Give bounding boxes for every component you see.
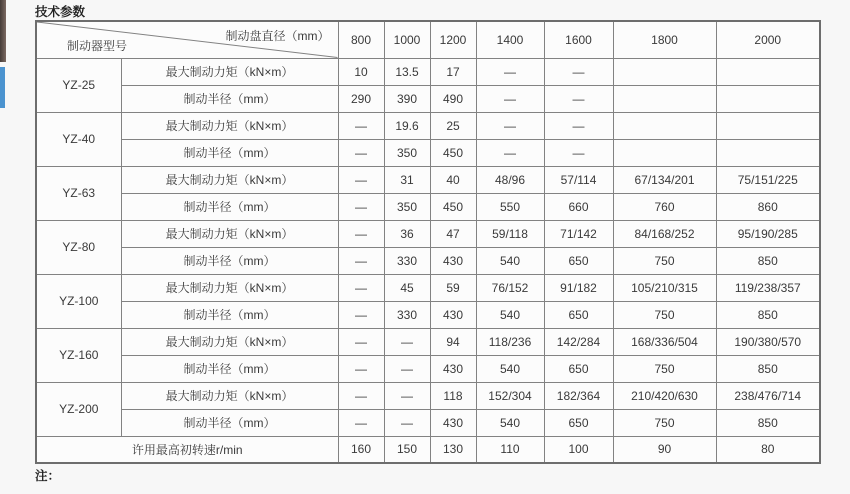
diameter-header-cell: 1200 (430, 21, 476, 58)
torque-value-cell: 76/152 (476, 274, 544, 301)
torque-value-cell: 238/476/714 (716, 382, 820, 409)
radius-label-cell: 制动半径（mm） (121, 193, 338, 220)
radius-value-cell: 390 (384, 85, 430, 112)
torque-value-cell: 190/380/570 (716, 328, 820, 355)
torque-value-cell: 75/151/225 (716, 166, 820, 193)
radius-value-cell: 430 (430, 409, 476, 436)
speed-value-cell: 90 (613, 436, 716, 463)
radius-value-cell: 540 (476, 247, 544, 274)
torque-value-cell: — (338, 220, 384, 247)
radius-value-cell: 430 (430, 247, 476, 274)
torque-value-cell: — (384, 328, 430, 355)
radius-label-cell: 制动半径（mm） (121, 247, 338, 274)
torque-value-cell: 71/142 (544, 220, 613, 247)
radius-value-cell: 540 (476, 301, 544, 328)
torque-value-cell: 36 (384, 220, 430, 247)
torque-value-cell: 45 (384, 274, 430, 301)
torque-label-cell: 最大制动力矩（kN×m） (121, 112, 338, 139)
radius-value-cell: 430 (430, 301, 476, 328)
torque-value-cell: — (338, 328, 384, 355)
radius-value-cell (613, 139, 716, 166)
radius-value-cell: — (384, 355, 430, 382)
torque-value-cell: — (476, 58, 544, 85)
table-row (36, 247, 820, 274)
speed-value-cell: 110 (476, 436, 544, 463)
model-name-cell: YZ-80 (36, 220, 121, 274)
radius-value-cell: 540 (476, 409, 544, 436)
table-row (36, 220, 820, 247)
speed-value-cell: 100 (544, 436, 613, 463)
torque-value-cell: 95/190/285 (716, 220, 820, 247)
header-row (36, 21, 820, 58)
table-row (36, 328, 820, 355)
radius-value-cell: — (384, 409, 430, 436)
diameter-header-cell: 1800 (613, 21, 716, 58)
table-row (36, 409, 820, 436)
torque-value-cell: 67/134/201 (613, 166, 716, 193)
radius-value-cell: — (338, 301, 384, 328)
radius-value-cell: 750 (613, 409, 716, 436)
torque-value-cell: 25 (430, 112, 476, 139)
torque-value-cell: 48/96 (476, 166, 544, 193)
torque-value-cell: — (338, 166, 384, 193)
model-name-cell: YZ-160 (36, 328, 121, 382)
radius-value-cell: 550 (476, 193, 544, 220)
torque-value-cell: 142/284 (544, 328, 613, 355)
radius-label-cell: 制动半径（mm） (121, 355, 338, 382)
model-name-cell: YZ-100 (36, 274, 121, 328)
torque-value-cell: 59/118 (476, 220, 544, 247)
table-row (36, 85, 820, 112)
table-row (36, 166, 820, 193)
radius-value-cell: 850 (716, 409, 820, 436)
table-row (36, 139, 820, 166)
radius-label-cell: 制动半径（mm） (121, 139, 338, 166)
table-row (36, 382, 820, 409)
torque-value-cell: 94 (430, 328, 476, 355)
torque-value-cell: 91/182 (544, 274, 613, 301)
radius-value-cell: 750 (613, 247, 716, 274)
speed-value-cell: 160 (338, 436, 384, 463)
radius-value-cell: — (338, 193, 384, 220)
radius-value-cell: 750 (613, 301, 716, 328)
table-row (36, 355, 820, 382)
diameter-header-cell: 1600 (544, 21, 613, 58)
radius-value-cell: 850 (716, 301, 820, 328)
radius-value-cell: 430 (430, 355, 476, 382)
torque-label-cell: 最大制动力矩（kN×m） (121, 166, 338, 193)
torque-value-cell: — (338, 382, 384, 409)
torque-value-cell: 168/336/504 (613, 328, 716, 355)
torque-value-cell: 10 (338, 58, 384, 85)
torque-value-cell: — (384, 382, 430, 409)
diameter-header-cell: 1000 (384, 21, 430, 58)
speed-value-cell: 130 (430, 436, 476, 463)
table-row (36, 58, 820, 85)
radius-value-cell: — (476, 139, 544, 166)
torque-value-cell (716, 112, 820, 139)
radius-label-cell: 制动半径（mm） (121, 301, 338, 328)
torque-value-cell: 17 (430, 58, 476, 85)
radius-value-cell: — (338, 247, 384, 274)
torque-value-cell (613, 112, 716, 139)
torque-value-cell: 118/236 (476, 328, 544, 355)
torque-value-cell: 31 (384, 166, 430, 193)
torque-value-cell: — (476, 112, 544, 139)
torque-value-cell: 13.5 (384, 58, 430, 85)
torque-value-cell: 118 (430, 382, 476, 409)
torque-value-cell: 40 (430, 166, 476, 193)
speed-value-cell: 150 (384, 436, 430, 463)
torque-label-cell: 最大制动力矩（kN×m） (121, 382, 338, 409)
radius-value-cell: 850 (716, 355, 820, 382)
torque-value-cell: 210/420/630 (613, 382, 716, 409)
torque-value-cell (613, 58, 716, 85)
torque-value-cell: 152/304 (476, 382, 544, 409)
torque-value-cell: 19.6 (384, 112, 430, 139)
diagonal-header-cell (36, 21, 338, 58)
radius-value-cell: — (544, 85, 613, 112)
diameter-header-cell: 2000 (716, 21, 820, 58)
model-name-cell: YZ-25 (36, 58, 121, 112)
radius-value-cell: 760 (613, 193, 716, 220)
model-name-cell: YZ-200 (36, 382, 121, 436)
torque-value-cell (716, 58, 820, 85)
radius-value-cell: — (476, 85, 544, 112)
torque-label-cell: 最大制动力矩（kN×m） (121, 58, 338, 85)
radius-value-cell (613, 85, 716, 112)
note-label: 注： (35, 469, 61, 483)
radius-value-cell: 450 (430, 139, 476, 166)
radius-value-cell: 490 (430, 85, 476, 112)
table-row (36, 301, 820, 328)
diameter-header-cell: 800 (338, 21, 384, 58)
radius-value-cell (716, 139, 820, 166)
radius-value-cell: — (338, 139, 384, 166)
page-title: 技术参数 (35, 5, 86, 19)
diagonal-header-diameter-label: 制动盘直径（mm） (225, 29, 330, 43)
radius-value-cell (716, 85, 820, 112)
torque-value-cell: — (544, 58, 613, 85)
radius-value-cell: 350 (384, 139, 430, 166)
radius-value-cell: — (544, 139, 613, 166)
torque-value-cell: 59 (430, 274, 476, 301)
torque-value-cell: — (338, 112, 384, 139)
footer-row (36, 436, 820, 463)
left-accent-strip-blue (0, 67, 5, 108)
radius-label-cell: 制动半径（mm） (121, 409, 338, 436)
radius-value-cell: 650 (544, 409, 613, 436)
torque-label-cell: 最大制动力矩（kN×m） (121, 220, 338, 247)
table-row (36, 274, 820, 301)
model-name-cell: YZ-40 (36, 112, 121, 166)
left-accent-strip-top (0, 0, 6, 62)
torque-label-cell: 最大制动力矩（kN×m） (121, 328, 338, 355)
diameter-header-cell: 1400 (476, 21, 544, 58)
model-name-cell: YZ-63 (36, 166, 121, 220)
torque-value-cell: 105/210/315 (613, 274, 716, 301)
radius-value-cell: 650 (544, 355, 613, 382)
radius-value-cell: 660 (544, 193, 613, 220)
radius-value-cell: — (338, 409, 384, 436)
torque-value-cell: — (338, 274, 384, 301)
radius-value-cell: — (338, 355, 384, 382)
radius-value-cell: 450 (430, 193, 476, 220)
radius-value-cell: 290 (338, 85, 384, 112)
radius-value-cell: 850 (716, 247, 820, 274)
radius-value-cell: 350 (384, 193, 430, 220)
torque-value-cell: 119/238/357 (716, 274, 820, 301)
torque-value-cell: 47 (430, 220, 476, 247)
speed-value-cell: 80 (716, 436, 820, 463)
torque-value-cell: 57/114 (544, 166, 613, 193)
torque-value-cell: 182/364 (544, 382, 613, 409)
radius-value-cell: 330 (384, 301, 430, 328)
radius-value-cell: 540 (476, 355, 544, 382)
torque-value-cell: 84/168/252 (613, 220, 716, 247)
spec-table (35, 20, 821, 464)
torque-value-cell: — (544, 112, 613, 139)
radius-value-cell: 860 (716, 193, 820, 220)
radius-value-cell: 330 (384, 247, 430, 274)
radius-value-cell: 750 (613, 355, 716, 382)
speed-label-cell: 许用最高初转速r/min (36, 436, 338, 463)
radius-label-cell: 制动半径（mm） (121, 85, 338, 112)
torque-label-cell: 最大制动力矩（kN×m） (121, 274, 338, 301)
diagonal-header-model-label: 制动器型号 (67, 38, 128, 53)
radius-value-cell: 650 (544, 301, 613, 328)
radius-value-cell: 650 (544, 247, 613, 274)
table-row (36, 112, 820, 139)
table-row (36, 193, 820, 220)
